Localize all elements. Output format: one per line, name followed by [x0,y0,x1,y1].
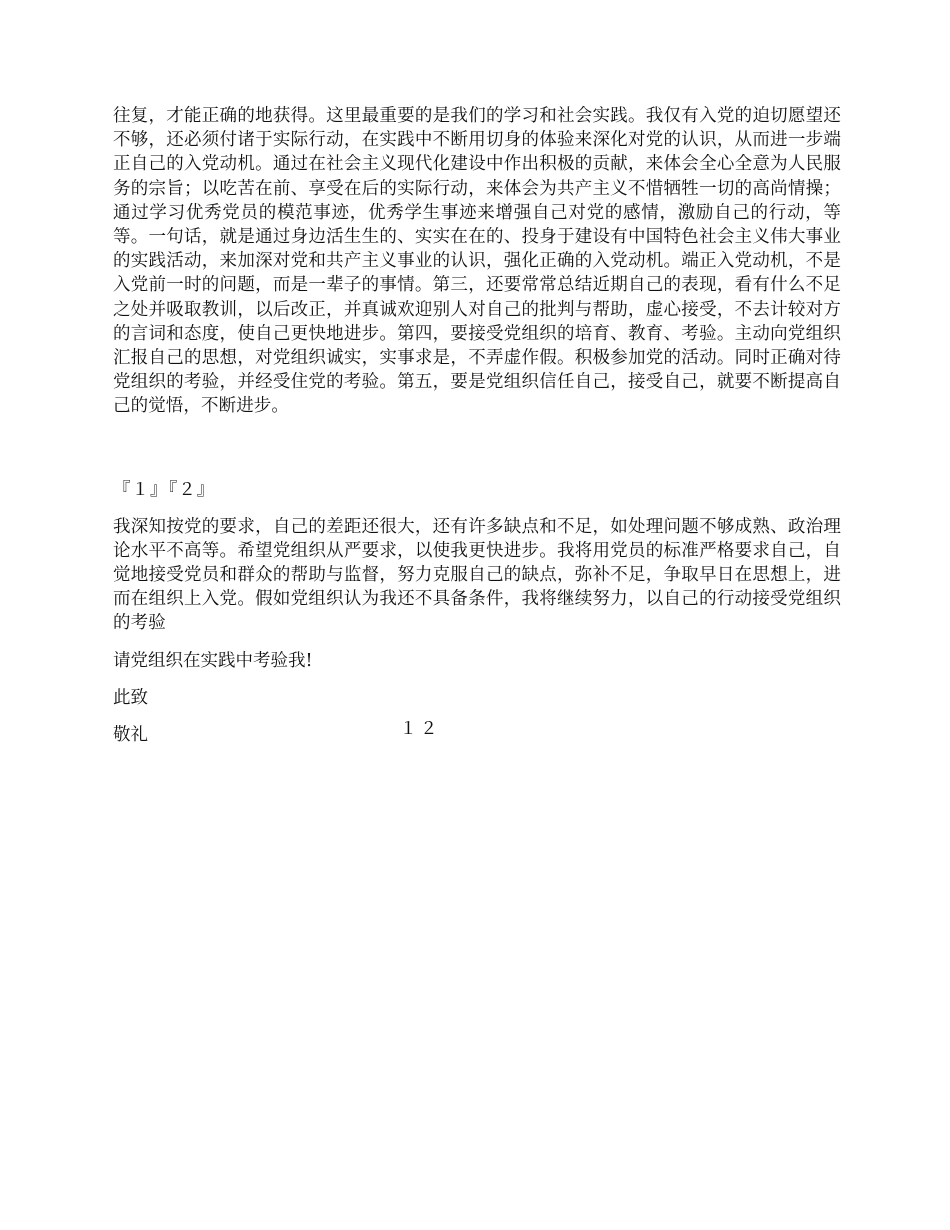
closing-salutation: 此致 [113,687,148,708]
closing-request: 请党组织在实践中考验我! [113,650,313,671]
reference-markers: 『１』『２』 [113,479,216,500]
body-paragraph-2: 我深知按党的要求，自己的差距还很大，还有许多缺点和不足，如处理问题不够成熟、政治理论水平不高等。希望党组织从严要求，以使我更快进步。我将用党员的标准严格要求自己，自觉地接受党员和群众的帮助与监督，努力克服自己的缺点，弥补不足，争取早日在思想上，进而在组织上入党。假如党组织认为我还不具备条件，我将继续努力，以自己的行动接受党组织的考验 [113,516,841,634]
body-paragraph-1: 往复，才能正确的地获得。这里最重要的是我们的学习和社会实践。我仅有入党的迫切愿望还不够，还必须付诸于实际行动，在实践中不断用切身的体验来深化对党的认识，从而进一步端正自己的入党动机。通过在社会主义现代化建设中作出积极的贡献，来体会全心全意为人民服务的宗旨；以吃苦在前、享受在后的实际行动，来体会为共产主义不惜牺牲一切的高尚情操；通过学习优秀党员的模范事迹，优秀学生事迹来增强自己对党的感情，激励自己的行动，等等。一句话，就是通过身边活生生的、实实在在的、投身于建设有中国特色社会主义伟大事业的实践活动，来加深对党和共产主义事业的认识，强化正确的入党动机。端正入党动机，不是入党前一时的问题，而是一辈子的事情。第三，还要常常总结近期自己的表现，看有什么不足之处并吸取教训，以后改正，并真诚欢迎别人对自己的批判与帮助，虚心接受，不去计较对方的言词和态度，使自己更快地进步。第四，要接受党组织的培育、教育、考验。主动向党组织汇报自己的思想，对党组织诚实，实事求是，不弄虚作假。积极参加党的活动。同时正确对待党组织的考验，并经受住党的考验。第五，要是党组织信任自己，接受自己，就要不断提高自己的觉悟，不断进步。 [113,106,841,417]
closing-regards: 敬礼 [113,724,148,745]
document-body [113,104,841,747]
page-number: １２ [399,719,441,739]
